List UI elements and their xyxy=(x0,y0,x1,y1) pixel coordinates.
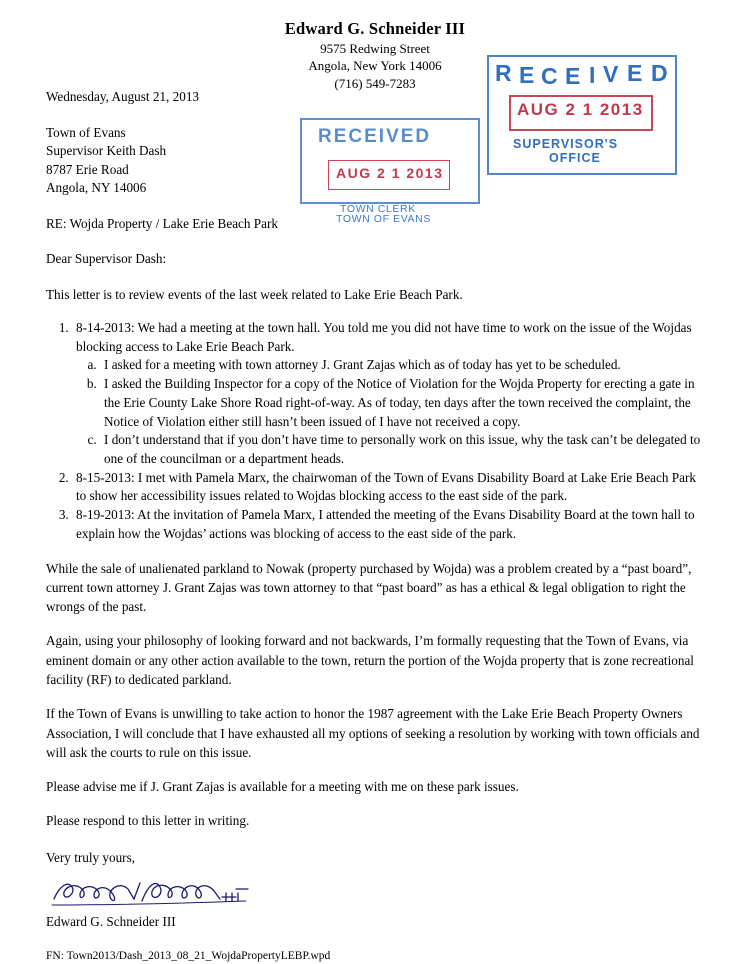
letterhead-street: 9575 Redwing Street xyxy=(320,41,430,57)
paragraph-4: Please advise me if J. Grant Zajas is available for a meeting with me on these park issues. xyxy=(46,779,519,795)
stamp-letter-r: R xyxy=(495,60,512,86)
handwritten-signature-icon xyxy=(50,871,280,911)
salutation: Dear Supervisor Dash: xyxy=(46,251,167,267)
letterhead xyxy=(0,0,750,92)
letterhead-phone: (716) 549-7283 xyxy=(334,75,416,91)
list-item: 3. 8-19-2013: At the invitation of Pamela Marx, I attended the meeting of the Evans Disability Board at the town hall to explain how the Wojdas’ actions was blocking of access to the east side of the park. xyxy=(72,506,706,543)
recipient-line-1: Town of Evans xyxy=(46,124,126,140)
letter-date: Wednesday, August 21, 2013 xyxy=(46,89,200,104)
stamp-date-text: AUG 2 1 2013 xyxy=(336,165,444,181)
letterhead-city-state-zip: Angola, New York 14006 xyxy=(308,58,442,74)
stamp-org-line-2: TOWN OF EVANS xyxy=(336,213,431,225)
paragraph-2: Again, using your philosophy of looking forward and not backwards, I’m formally requesting that the Town of Evans, via eminent domain or any other action available to the town, return the portion of the Wojda property that is zone recreational facility (RF) to dedicated parkland. xyxy=(46,633,694,688)
signature-name: Edward G. Schneider III xyxy=(46,914,176,930)
paragraph-5: Please respond to this letter in writing. xyxy=(46,813,250,829)
stamp-office-line-1: SUPERVISOR'S xyxy=(513,137,619,151)
stamp-letter-v: V xyxy=(603,61,619,87)
recipient-address xyxy=(46,124,706,198)
subject-line: RE: Wojda Property / Lake Erie Beach Park xyxy=(46,215,278,231)
stamp-letter-e: E xyxy=(519,62,535,88)
stamp-org-line-1: TOWN CLERK xyxy=(340,203,416,215)
letter-body xyxy=(46,88,706,964)
letterhead-name: Edward G. Schneider III xyxy=(284,19,466,38)
stamp-letter-c: C xyxy=(541,63,558,89)
stamp-letter-i: I xyxy=(589,62,596,88)
paragraph-3: If the Town of Evans is unwilling to take action to honor the 1987 agreement with the Lake Erie Beach Property Owners Association, I will conclude that I have exhausted all my options of seeking a resolution by working with town officials and will ask the courts to rule on this issue. xyxy=(46,706,700,760)
recipient-line-4: Angola, NY 14006 xyxy=(46,180,147,196)
sub-list xyxy=(76,356,706,468)
signature-area xyxy=(46,873,706,913)
stamp-received-text: RECEIVED xyxy=(318,126,432,147)
recipient-line-3: 8787 Erie Road xyxy=(46,161,129,177)
events-list xyxy=(46,319,706,544)
sub-list-item: b. I asked the Building Inspector for a copy of the Notice of Violation for the Wojda Property for erecting a gate in the Erie County Lake Shore Road right-of-way. As of today, ten days after the town received the complaint, the Notice of Violation either still hasn’t been issued of I have not received a copy. xyxy=(100,375,706,431)
closing-line: Very truly yours, xyxy=(46,849,136,865)
paragraph-1: While the sale of unalienated parkland to Nowak (property purchased by Wojda) was a problem created by a “past board”, current town attorney J. Grant Zajas was town attorney to that “past board” as has a ethical & legal obligation to right the wrongs of the past. xyxy=(46,560,692,615)
stamp-letter-e2: E xyxy=(565,63,581,89)
list-item: 2. 8-15-2013: I met with Pamela Marx, the chairwoman of the Town of Evans Disability Board at Lake Erie Beach Park to show her accessibility issues related to Wojdas blocking access to the east side of the park. xyxy=(72,469,706,506)
sub-list-item: a. I asked for a meeting with town attorney J. Grant Zajas which as of today has yet to be scheduled. xyxy=(100,356,706,375)
stamp-date-text: AUG 2 1 2013 xyxy=(517,100,644,119)
filename-note: FN: Town2013/Dash_2013_08_21_WojdaPropertyLEBP.wpd xyxy=(46,950,331,963)
list-item xyxy=(72,319,706,469)
recipient-line-2: Supervisor Keith Dash xyxy=(46,143,167,159)
sub-list-item: c. I don’t understand that if you don’t have time to personally work on this issue, why the task can’t be delegated to one of the councilman or a department heads. xyxy=(100,431,706,468)
stamp-letter-d: D xyxy=(651,60,668,86)
stamp-letter-e3: E xyxy=(627,60,643,86)
stamp-office-line-2: OFFICE xyxy=(549,151,601,165)
intro-paragraph: This letter is to review events of the last week related to Lake Erie Beach Park. xyxy=(46,287,463,303)
list-item-text: 8-14-2013: We had a meeting at the town hall. You told me you did not have time to work on the issue of the Wojdas blocking access to Lake Erie Beach Park. xyxy=(76,319,692,354)
